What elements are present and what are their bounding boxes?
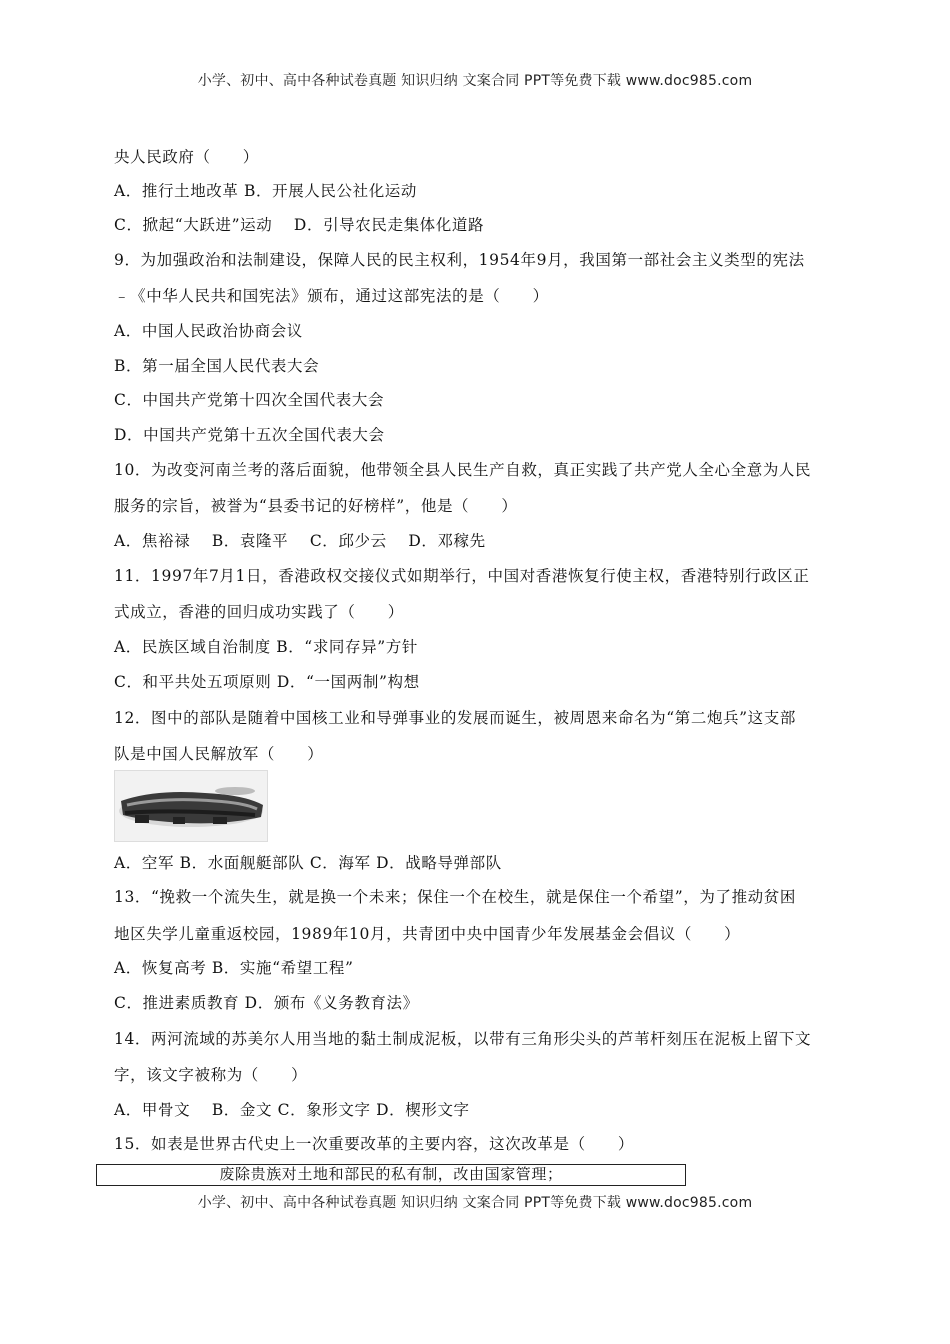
option-line: A．推行土地改革 B．开展人民公社化运动 <box>114 182 418 200</box>
page-footer: 小学、初中、高中各种试卷真题 知识归纳 文案合同 PPT等免费下载 www.doc985.com <box>197 1195 753 1211</box>
option-line: C．中国共产党第十四次全国代表大会 <box>114 391 385 409</box>
option-line: C．和平共处五项原则 D．“一国两制”构想 <box>114 673 420 691</box>
option-line: A．中国人民政治协商会议 <box>114 322 303 340</box>
text-line: 服务的宗旨，被誉为“县委书记的好榜样”，他是（ ） <box>114 497 518 515</box>
option-line: A．甲骨文 B．金文 C．象形文字 D．楔形文字 <box>114 1101 470 1119</box>
question-15: 15．如表是世界古代史上一次重要改革的主要内容，这次改革是（ ） <box>114 1135 635 1153</box>
text-line: 央人民政府（ ） <box>114 148 259 166</box>
missile-troop-photo <box>114 770 268 842</box>
text-line: ﹣《中华人民共和国宪法》颁布，通过这部宪法的是（ ） <box>114 287 549 305</box>
option-line: A．空军 B．水面舰艇部队 C．海军 D．战略导弹部队 <box>114 854 502 872</box>
text-line: 字，该文字被称为（ ） <box>114 1066 308 1084</box>
question-10: 10．为改变河南兰考的落后面貌，他带领全县人民生产自救，真正实践了共产党人全心全意为人民 <box>114 461 812 479</box>
text-line: 地区失学儿童重返校园，1989年10月，共青团中央中国青少年发展基金会倡议（ ） <box>114 925 741 943</box>
option-line: A．焦裕禄 B．袁隆平 C．邱少云 D．邓稼先 <box>114 532 486 550</box>
option-line: A．民族区域自治制度 B．“求同存异”方针 <box>114 638 418 656</box>
question-12: 12．图中的部队是随着中国核工业和导弹事业的发展而诞生，被周恩来命名为“第二炮兵”这支部 <box>114 709 796 727</box>
option-line: D．中国共产党第十五次全国代表大会 <box>114 426 385 444</box>
text-line: 式成立，香港的回归成功实践了（ ） <box>114 603 404 621</box>
question-11: 11．1997年7月1日，香港政权交接仪式如期举行，中国对香港恢复行使主权，香港特别行政区正 <box>114 567 810 585</box>
text-line: 队是中国人民解放军（ ） <box>114 745 324 763</box>
question-9: 9．为加强政治和法制建设，保障人民的民主权利，1954年9月，我国第一部社会主义类型的宪法 <box>114 251 805 269</box>
option-line: B．第一届全国人民代表大会 <box>114 357 320 375</box>
question-14: 14．两河流域的苏美尔人用当地的黏土制成泥板，以带有三角形尖头的芦苇杆刻压在泥板上留下文 <box>114 1030 812 1048</box>
option-line: A．恢复高考 B．实施“希望工程” <box>114 959 354 977</box>
question-13: 13．“挽救一个流失生，就是换一个未来；保住一个在校生，就是保住一个希望”，为了推动贫困 <box>114 888 796 906</box>
reform-table-row: 废除贵族对土地和部民的私有制，改由国家管理； <box>96 1164 686 1186</box>
page-header: 小学、初中、高中各种试卷真题 知识归纳 文案合同 PPT等免费下载 www.doc985.com <box>197 73 753 89</box>
option-line: C．掀起“大跃进”运动 D．引导农民走集体化道路 <box>114 216 485 234</box>
option-line: C．推进素质教育 D．颁布《义务教育法》 <box>114 994 419 1012</box>
